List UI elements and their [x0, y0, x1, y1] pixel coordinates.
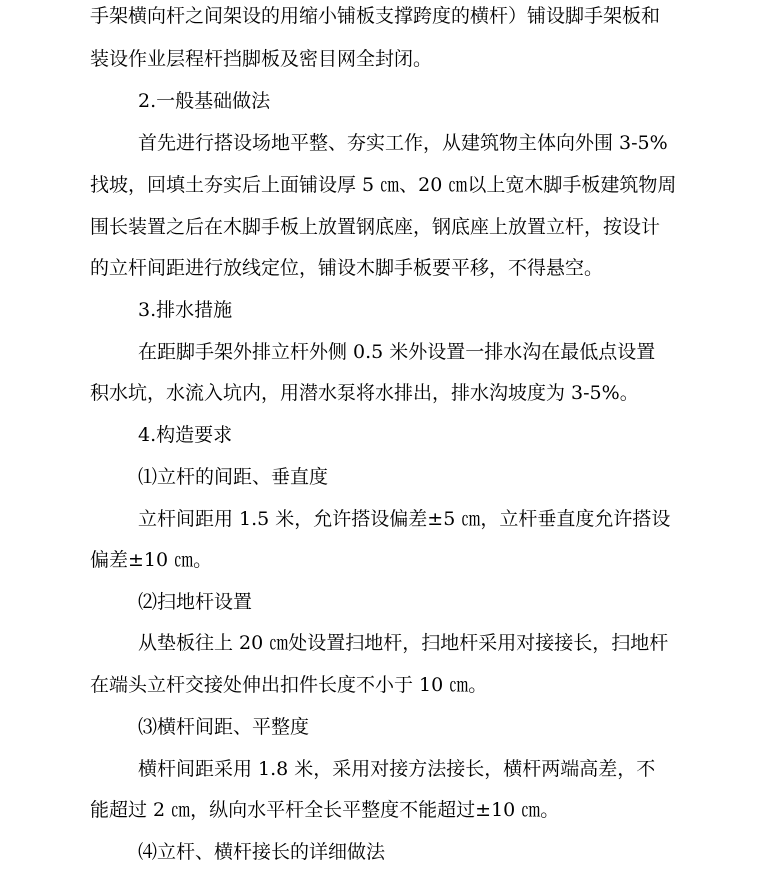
subheading-2: ⑵扫地杆设置: [138, 591, 253, 613]
text-line-4: 首先进行搭设场地平整、夯实工作，从建筑物主体向外围 3-5%: [138, 132, 668, 154]
text-line-16: 从垫板往上 20 ㎝处设置扫地杆，扫地杆采用对接接长，扫地杆: [138, 632, 669, 654]
text-line-1: 手架横向杆之间架设的用缩小铺板支撑跨度的横杆）铺设脚手架板和: [90, 5, 661, 27]
text-line-19: 横杆间距采用 1.8 米，采用对接方法接长，横杆两端高差，不: [138, 758, 656, 780]
text-line-17: 在端头立杆交接处伸出扣件长度不小于 10 ㎝。: [90, 674, 488, 696]
text-line-6: 围长装置之后在木脚手板上放置钢底座，钢底座上放置立杆，按设计: [90, 216, 661, 238]
text-line-14: 偏差±10 ㎝。: [90, 549, 213, 571]
subheading-1: ⑴立杆的间距、垂直度: [138, 466, 329, 488]
section-heading-3: 3.排水措施: [138, 299, 233, 321]
subheading-3: ⑶横杆间距、平整度: [138, 716, 310, 738]
section-heading-4: 4.构造要求: [138, 424, 233, 446]
text-line-7: 的立杆间距进行放线定位，铺设木脚手板要平移，不得悬空。: [90, 257, 604, 279]
text-line-13: 立杆间距用 1.5 米，允许搭设偏差±5 ㎝，立杆垂直度允许搭设: [138, 508, 671, 530]
section-heading-2: 2.一般基础做法: [138, 90, 271, 112]
text-line-9: 在距脚手架外排立杆外侧 0.5 米外设置一排水沟在最低点设置: [138, 341, 656, 363]
subheading-4: ⑷立杆、横杆接长的详细做法: [138, 841, 386, 863]
text-line-10: 积水坑，水流入坑内，用潜水泵将水排出，排水沟坡度为 3-5%。: [90, 382, 639, 404]
text-line-2: 装设作业层程杆挡脚板及密目网全封闭。: [90, 48, 433, 70]
text-line-20: 能超过 2 ㎝，纵向水平杆全长平整度不能超过±10 ㎝。: [90, 799, 560, 821]
text-line-5: 找坡，回填土夯实后上面铺设厚 5 ㎝、20 ㎝以上宽木脚手板建筑物周: [90, 174, 677, 196]
